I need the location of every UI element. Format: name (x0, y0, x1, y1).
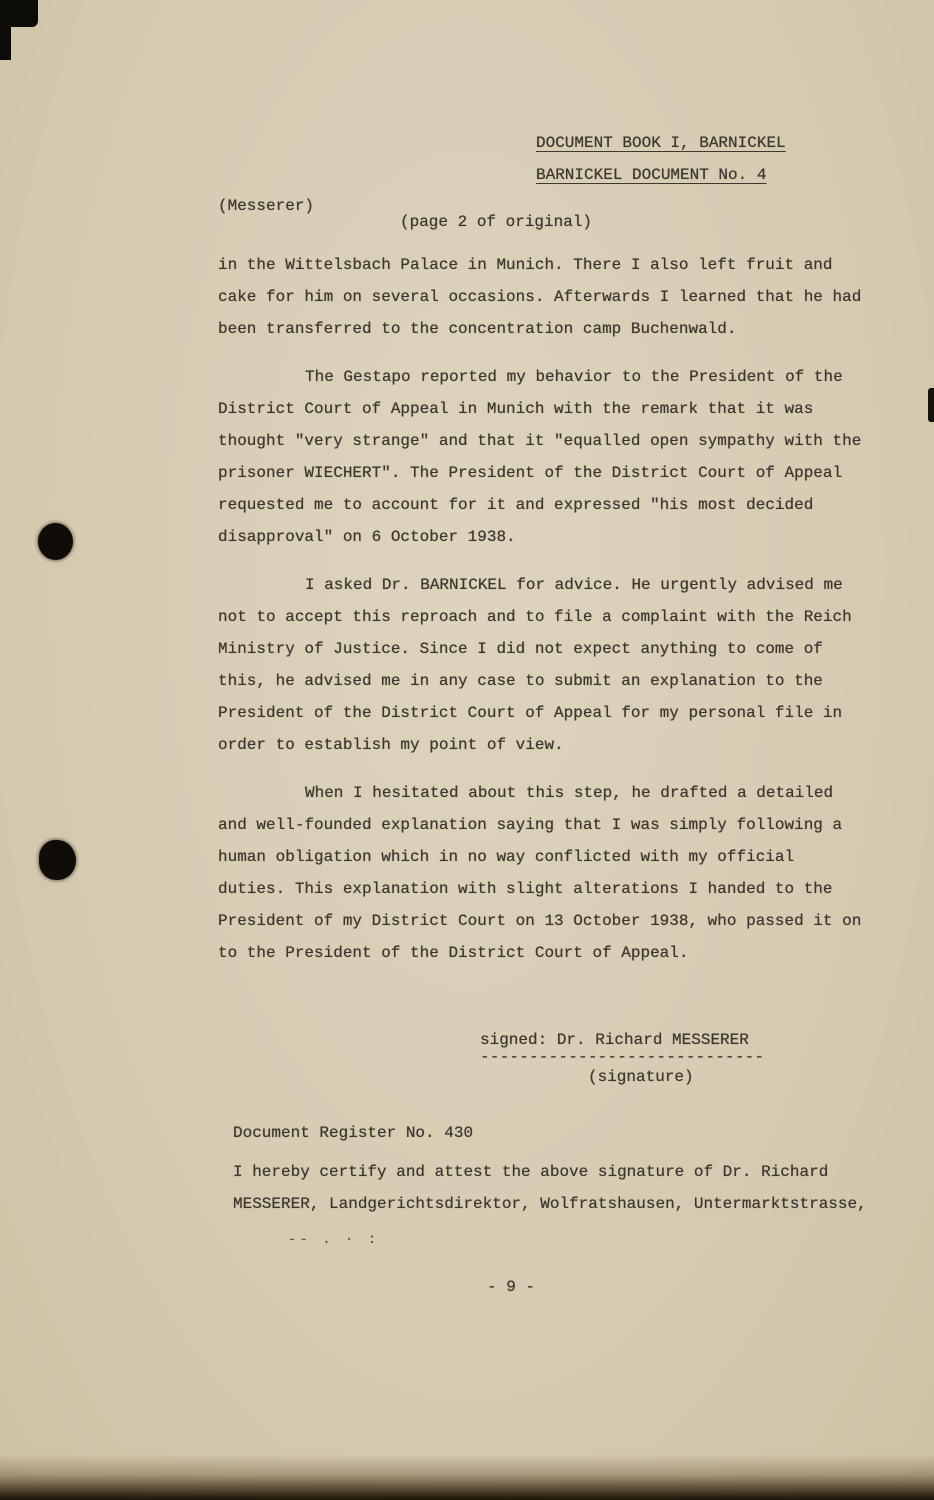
signed-line: signed: Dr. Richard MESSERER (480, 1031, 749, 1049)
body-paragraph: When I hesitated about this step, he drafted a detailed and well-founded explanation saying that I was simply following a human obligation which in no way conflicted with my official duties. This explanation with slight alterations I handed to the President of my District Court on 13 October 1938, who passed it on to the President of the District Court of Appeal. (218, 784, 862, 962)
header-line-2: BARNICKEL DOCUMENT No. 4 (536, 166, 767, 184)
page-number: - 9 - (487, 1278, 536, 1296)
header-line-1: DOCUMENT BOOK I, BARNICKEL (536, 134, 786, 152)
original-page-note: (page 2 of original) (400, 213, 593, 231)
attribution-note: (Messerer) (218, 197, 315, 215)
body-paragraph: in the Wittelsbach Palace in Munich. There I also left fruit and cake for him on several occasions. Afterwards I learned that he had been transferred to the concentration camp Buchenwald. (218, 256, 862, 338)
signature-rule: ----------------------------- (480, 1048, 765, 1066)
body-paragraph: I asked Dr. BARNICKEL for advice. He urgently advised me not to accept this reproach and to file a complaint with the Reich Ministry of Justice. Since I did not expect anything to come of this, he advised me in any case to submit an explanation to the President of the District Court of Appeal for my personal file in order to establish my point of view. (218, 576, 852, 754)
body-paragraph: The Gestapo reported my behavior to the President of the District Court of Appeal in Munich with the remark that it was thought "very strange" and that it "equalled open sympathy with the prisoner WIECHERT". The President of the District Court of Appeal requested me to account for it and expressed "his most decided disapproval" on 6 October 1938. (218, 368, 862, 546)
scan-artifact-bottom-edge (0, 1454, 934, 1500)
scan-artifact-left-edge (0, 0, 11, 60)
ink-smudge: -- . · : (288, 1232, 380, 1248)
hole-punch-top (38, 523, 73, 560)
hole-punch-bottom (39, 840, 76, 880)
document-register-line: Document Register No. 430 (233, 1124, 474, 1142)
certification-text: I hereby certify and attest the above signature of Dr. Richard MESSERER, Landgerichtsdirektor, Wolfratshausen, Untermarktstrasse, (233, 1163, 867, 1213)
scan-artifact-right-edge (928, 388, 934, 422)
signature-note: (signature) (588, 1068, 694, 1086)
document-header (536, 127, 786, 191)
document-body (218, 249, 870, 985)
